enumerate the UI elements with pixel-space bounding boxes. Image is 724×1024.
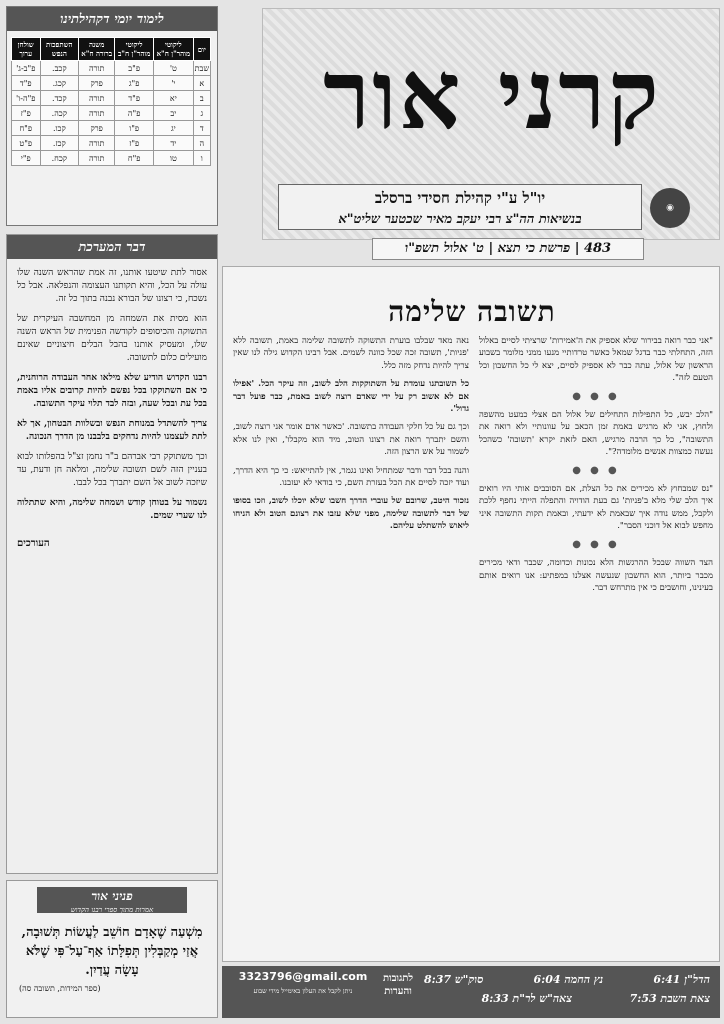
article-paragraph: כל תשובתנו עומדת על השתוקקות הלב לשוב, וזה עיקר הכל. 'אפילו אם לא אשוב רק על ידי שאדם רוצה לשוב באמת, כבר פועל דבר גדול'. bbox=[233, 379, 469, 415]
contact-box bbox=[228, 970, 378, 1014]
study-cell: ט' bbox=[154, 61, 193, 76]
study-cell: שבת bbox=[193, 61, 210, 76]
study-cell: פרק bbox=[79, 121, 115, 136]
study-cell: פ"ב bbox=[115, 61, 154, 76]
study-cell: טו bbox=[154, 151, 193, 166]
editorial-title: דבר המערכת bbox=[7, 235, 217, 259]
divider-icon: ● ● ● bbox=[572, 464, 620, 476]
editorial-paragraph: הוא מסית את השמחה מן המחשבה העיקרית של התשוקה והכיסופים לקודשה הפנימית של הראש השנה שלו, ומעסיק אותנו בהבל הבלים חיצוניים שאינם מועילים כלום לתשובה. bbox=[17, 314, 207, 363]
study-cell: קכה. bbox=[40, 106, 79, 121]
emblem-icon: ◉ bbox=[650, 188, 690, 228]
study-header: משנה ברורה ח"א bbox=[79, 38, 115, 61]
zman: צאה"ש לר"ת 8:33 bbox=[481, 992, 572, 1005]
study-schedule-box bbox=[6, 6, 218, 226]
article-title: תשובה שלימה bbox=[388, 295, 556, 328]
contact-email[interactable]: 3323796@gmail.com bbox=[238, 970, 368, 983]
study-header-row bbox=[12, 38, 211, 61]
editorial-paragraph: צריך להשתדל במנוחת הנפש ובשלוות הבטחון, אך לא לתת לעצמנו להיות נדחקים בלבבנו מן הדרך הנכונה. bbox=[17, 419, 207, 442]
study-cell: תורה bbox=[79, 106, 115, 121]
study-cell: קכג. bbox=[40, 76, 79, 91]
contact-note: ניתן לקבל את העלון באימייל מידי שבוע bbox=[253, 987, 353, 995]
article-paragraph: הצד השווה שבכל ההרגשות הלא נכונות וכדומה, שכבר ודאי מכירים מכבר ביותר, הוא החשבון שנעשה אצלנו במפתיע: אנו רואים אותם בעינינו, וחושבים כי אין מתרחש דבר. bbox=[479, 558, 713, 593]
zman: צאת השבת 7:53 bbox=[629, 992, 710, 1005]
pninei-subtitle: אמרות מתוך ספרי רבנו הקדוש bbox=[70, 906, 154, 914]
editorial-paragraph: וכך משתוקק רבי אברהם ב"ר נחמן זצ"ל בהפלותו לבוא בעניין הזה לשם תשובה שלימה, ומלאה חן ודעת, עד שיזכה לשוב אל השם יתברך בכל לבבו. bbox=[17, 452, 207, 488]
editorial-signature: העורכים bbox=[17, 538, 50, 549]
study-cell: פ"ג bbox=[115, 76, 154, 91]
study-row bbox=[12, 91, 211, 106]
study-header: ליקוטי מוהר"ן ח"א bbox=[154, 38, 193, 61]
study-cell: י' bbox=[154, 76, 193, 91]
divider-icon: ● ● ● bbox=[572, 390, 620, 402]
study-cell: יג bbox=[154, 121, 193, 136]
pninei-source: (ספר המידות, תשובה סה) bbox=[19, 984, 101, 993]
study-cell: פ"ח bbox=[115, 151, 154, 166]
study-cell: ב bbox=[193, 91, 210, 106]
study-cell: פ"ב-ג' bbox=[12, 61, 41, 76]
article-column-left bbox=[233, 335, 469, 539]
article-paragraph: וכך גם על כל חלקי העבודה בתשובה. 'כאשר אדם אומר אני רוצה לשוב, והשם יתברך רואה את רצונו הטוב, מיד הוא מקבלו', ואין לנו אלא לשמור על אש הרצון הזה. bbox=[233, 422, 469, 458]
study-schedule-table bbox=[11, 37, 211, 166]
footer-bar bbox=[222, 966, 720, 1018]
study-cell: פ"ח bbox=[12, 121, 41, 136]
study-cell: פ"ד bbox=[12, 76, 41, 91]
study-cell: יד bbox=[154, 136, 193, 151]
study-header: שולחן ערוך bbox=[12, 38, 41, 61]
contact-label: לתגובות והערות bbox=[382, 973, 414, 997]
study-cell: תורה bbox=[79, 61, 115, 76]
editorial-paragraph: רבנו הקדוש הודיע שלא מילאו אחר העבודה הרוחנית, כי אם השתוקקו בכל נפשם להיות קרובים אליו באמת בכל עת ובכל שעה, ובזה לבד תלוי עיקר התשובה. bbox=[17, 373, 207, 409]
main-article bbox=[222, 266, 720, 962]
article-column-right bbox=[479, 335, 713, 600]
study-header: יום bbox=[193, 38, 210, 61]
editorial-body bbox=[7, 259, 217, 538]
zman: נץ החמה 6:04 bbox=[533, 973, 604, 986]
study-row bbox=[12, 106, 211, 121]
divider-icon: ● ● ● bbox=[572, 538, 620, 550]
article-paragraph: והנה בכל דבר ודבר שמתחיל ואינו נגמר, אין להתייאש: כי כך היא הדרך, ועוד יזכה לסיים את הכל בעזרת השם, כי בודאי לא יעזבנו. bbox=[233, 465, 469, 489]
study-cell: פ"ה bbox=[115, 106, 154, 121]
study-row bbox=[12, 121, 211, 136]
study-cell: א bbox=[193, 76, 210, 91]
article-paragraph: נאה מאד שבלבו בוערת התשוקה לתשובה שלימה באמת, תשובה ללא 'פניות', תשובה זכה שכל כוונה לשמים. אבל רבינו הקדוש גילה לנו שאין צריך להיות נדחק מזה כלל. bbox=[233, 336, 469, 371]
pninei-title: פניני אור אמרות מתוך ספרי רבנו הקדוש bbox=[37, 887, 187, 913]
study-row bbox=[12, 136, 211, 151]
pninei-box bbox=[6, 880, 218, 1018]
study-cell: קכח. bbox=[40, 151, 79, 166]
study-cell: פ"ז bbox=[12, 106, 41, 121]
study-cell: ו bbox=[193, 151, 210, 166]
organization-box bbox=[278, 184, 642, 230]
study-schedule-title: לימוד יומי דקהילתינו bbox=[7, 7, 217, 31]
study-cell: פ"ד bbox=[115, 91, 154, 106]
study-cell: קכו. bbox=[40, 121, 79, 136]
zmanim-row bbox=[418, 989, 716, 1008]
study-row bbox=[12, 151, 211, 166]
article-paragraph: "אני כבר רואה בבירור שלא אספיק את ה'אמירות' שרציתי לסיים באלול הזה, התחלתי כבר בדגל שמאל כאשר טרדותיי מנעו ממני מלומר בשבוע הראשון של אלול, עתה כבר לא אספיק לסיים, יצא לי כל החשבון וכל הטעם לזה". bbox=[479, 336, 713, 384]
zmanim-box bbox=[418, 970, 716, 1014]
logo-title: קרני אור bbox=[323, 38, 661, 151]
study-cell: פ"ז bbox=[115, 136, 154, 151]
study-cell: פ"ה-ו' bbox=[12, 91, 41, 106]
editorial-box bbox=[6, 234, 218, 874]
study-cell: תורה bbox=[79, 91, 115, 106]
study-cell: יב bbox=[154, 106, 193, 121]
study-cell: תורה bbox=[79, 151, 115, 166]
study-cell: ה bbox=[193, 136, 210, 151]
organization-leader: בנשיאות הה"צ רבי יעקב מאיר שכטער שליט"א bbox=[338, 212, 582, 227]
study-cell: ד bbox=[193, 121, 210, 136]
issue-info: 483 | פרשת כי תצא | ט' אלול תשפ"ו bbox=[372, 238, 644, 260]
study-row bbox=[12, 61, 211, 76]
study-cell: פ"ו bbox=[115, 121, 154, 136]
study-cell: יא bbox=[154, 91, 193, 106]
editorial-paragraph: נשמור על בטוחן קודש ושמחה שלימה, והיא שתתלוה לנו שערי שמים. bbox=[17, 498, 207, 521]
article-paragraph: נזכור היטב, שרובם של עוברי הדרך חשבו שלא יוכלו לשוב, וזכו בסופו של דבר לתשובה שלימה, מפני שלא עזבו את רצונם הטוב ולא הניחו ליאוש להשתלט עליהם. bbox=[233, 496, 469, 532]
zman: הדל"ן 6:41 bbox=[653, 973, 710, 986]
study-header: השתפכות הנפש bbox=[40, 38, 79, 61]
zman: סוק"ש 8:37 bbox=[424, 973, 484, 986]
article-paragraph: "הלב יבש, כל התפילות התחילים של אלול הם אצלי כמעט מהשפה ולחוץ, אני לא מרגיש באמת זמן הכאב על עוונותיי ולא רואה את התשובה", כל כך הרבה מרגיש, האם לזאת יקרא 'תשובה' כשהכל נעשה כמצוות אנשים מלומדה?". bbox=[479, 410, 713, 458]
organization-name: יו"ל ע"י קהילת חסידי ברסלב bbox=[374, 189, 546, 207]
study-header: ליקוטי מוהר"ן ח"ב bbox=[115, 38, 154, 61]
editorial-paragraph: אסור לתת שיטעו אותנו, זה אמת שהראש השנה שלו עולה על הכל, והיא תקותנו העצומה והנפלאה. אבל כל נשכח, כי רצונו של הבורא נבנה בתוך כל זה. bbox=[17, 268, 207, 304]
article-paragraph: "נס שמבחוץ לא מכירים את כל הצלת, אם הסובבים אותי היו רואים איך הלב שלי מלא ב'פניות' גם בעת הודויה והתפלה הייתי נחפף ללכת ולקבל, ממש נודה איך שבאמת לא ידעתי, ובאמת תקות התשובה איני מחפש לבוא אל דוכני הסבר". bbox=[479, 484, 713, 532]
study-cell: פ"ט bbox=[12, 136, 41, 151]
zmanim-row bbox=[418, 970, 716, 989]
study-cell: קכז. bbox=[40, 136, 79, 151]
study-cell: ג bbox=[193, 106, 210, 121]
study-cell: פ"י bbox=[12, 151, 41, 166]
study-row bbox=[12, 76, 211, 91]
study-cell: פרק bbox=[79, 76, 115, 91]
study-cell: תורה bbox=[79, 136, 115, 151]
pninei-quote: מִשְׁעַה שֶׁאָדָם חוֹשֵׁב לַעֲשׂוֹת תְּשׁוּבָה, אֲזַי מְקַבְּלִין תְּפִלָּתוֹ אַף־עַל־פִּי שֶׁלֹּא עָשָׂה עֲדַיִן. bbox=[21, 925, 203, 978]
study-cell: קכד. bbox=[40, 91, 79, 106]
study-cell: קכב. bbox=[40, 61, 79, 76]
